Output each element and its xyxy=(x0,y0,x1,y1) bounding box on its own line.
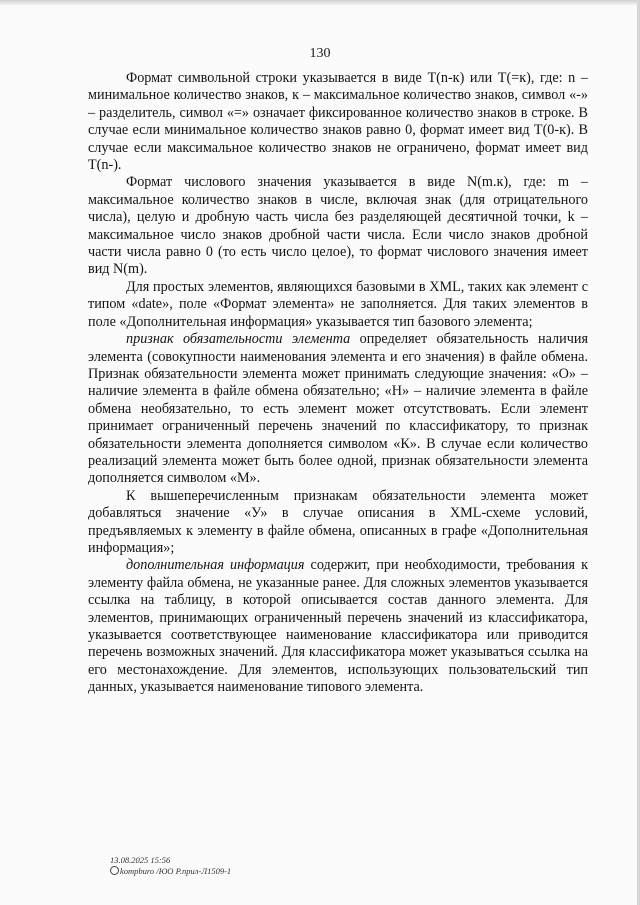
paragraph-additional-info xyxy=(88,557,588,696)
paragraph-required-flag xyxy=(88,331,588,488)
paragraph-number-format xyxy=(88,174,588,278)
footer-source: kompburo /ЮО Р.прил-Л1509-1 xyxy=(120,866,232,876)
paragraph-condition-flag xyxy=(88,488,588,558)
paragraph-simple-elements xyxy=(88,279,588,331)
print-footer xyxy=(110,855,231,877)
scan-edge-top xyxy=(0,0,640,6)
page-number: 130 xyxy=(309,46,331,61)
paragraph-text: определяет обязательность наличия элемента (совокупности наименования элемента и его значения) в файле обмена. Признак обязательности элемента может принимать следующие значения: «О» – наличие элемента в файле обмена обязательно; «Н» – наличие элемента в файле обмена необязательно, то есть элемент может отсутствовать. Если элемент принимает ограниченный перечень значений по классификатору, то признак обязательности элемента дополняется символом «К». В случае если количество реализаций элемента может быть более одной, признак обязательности элемента дополняется символом «М». xyxy=(88,331,588,487)
footer-source-line xyxy=(110,866,231,877)
paragraph-text: Формат числового значения указывается в виде N(m.к), где: m – максимальное количество знаков в числе, включая знак (для отрицательного числа), целую и дробную часть числа без разделяющей десятичной точки, k – максимальное число знаков дробной части числа. Если число знаков дробной части числа равно 0 (то есть число целое), то формат числового значения имеет вид N(m). xyxy=(88,174,588,278)
paragraph-string-format xyxy=(88,70,588,174)
paragraph-text: Для простых элементов, являющихся базовыми в XML, таких как элемент с типом «date», поле «Формат элемента» не заполняется. Для таких элементов в поле «Дополнительная информация» указывается тип базового элемента; xyxy=(88,278,588,330)
paragraph-lead: дополнительная информация xyxy=(126,557,305,574)
paragraph-text: содержит, при необходимости, требования к элементу файла обмена, не указанные ранее. Для сложных элементов указывается ссылка на таблицу, в которой описывается состав данного элемента. Для элементов, принимающих ограниченный перечень значений из классификатора, указывается соответствующее наименование классификатора или приводится перечень возможных значений. Для классификатора может указываться ссылка на его местонахождение. Для элементов, использующих пользовательский тип данных, указывается наименование типового элемента. xyxy=(88,557,588,696)
footer-timestamp: 13.08.2025 15:56 xyxy=(110,855,171,865)
body-text xyxy=(88,70,588,697)
paragraph-lead: признак обязательности элемента xyxy=(126,331,351,348)
paragraph-text: К вышеперечисленным признакам обязательности элемента может добавляться значение «У» в случае описания в XML-схеме условий, предъявляемых к элементу в файле обмена, описанных в графе «Дополнительная информация»; xyxy=(88,487,588,556)
copyright-icon xyxy=(110,866,119,875)
paragraph-text: Формат символьной строки указывается в виде T(n-к) или T(=к), где: n – минимальное количество знаков, к – максимальное количество знаков, символ «-» – разделитель, символ «=» означает фиксированное количество знаков в строке. В случае если минимальное количество знаков равно 0, формат имеет вид T(0-к). В случае если максимальное количество знаков не ограничено, формат имеет вид T(n-). xyxy=(88,70,588,174)
